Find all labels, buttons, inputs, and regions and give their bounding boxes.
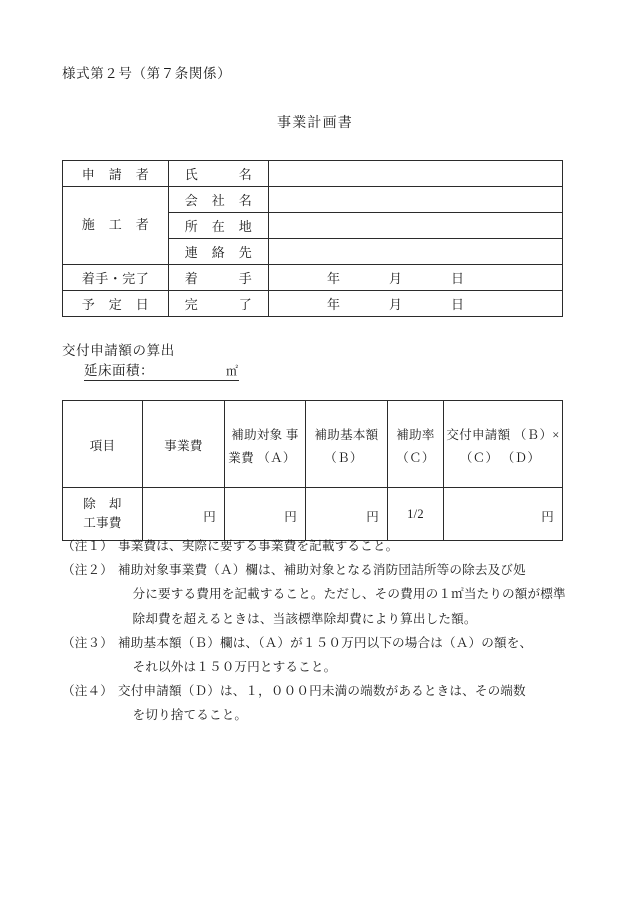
note-tag: （注４） (62, 684, 113, 699)
table-row (63, 488, 563, 541)
col-header-subsidy-base-code: （Ｂ） (324, 450, 363, 465)
note-text (118, 679, 572, 727)
contractor-value-contact[interactable] (269, 239, 563, 265)
note-tag: （注２） (62, 563, 113, 578)
col-header-subsidy-base (306, 401, 388, 488)
contractor-value-address[interactable] (269, 213, 563, 239)
table-row (63, 265, 563, 291)
contractor-value-company[interactable] (269, 187, 563, 213)
col-header-subsidy-rate (388, 401, 444, 488)
cost-row-business-cost[interactable]: 円 (143, 488, 225, 541)
floor-area-field[interactable] (84, 359, 239, 381)
note-tag: （注１） (62, 539, 113, 553)
schedule-field-label-start: 着 手 (169, 265, 269, 291)
col-header-application-amount (444, 401, 563, 488)
contractor-group-label: 施 工 者 (63, 187, 169, 265)
calc-section-heading: 交付申請額の算出 (62, 343, 175, 358)
note-line-1: 事業費は、実際に要する事業費を記載すること。 (118, 539, 399, 553)
date-year-label: 年 (327, 271, 341, 286)
note-tag: （注３） (62, 635, 113, 650)
schedule-group-label-end: 予 定 日 (63, 291, 169, 317)
note-item (62, 558, 572, 631)
note-item (62, 534, 572, 558)
notes-list (62, 534, 572, 727)
floor-area-unit: ㎡ (226, 364, 239, 378)
contractor-field-label-company: 会 社 名 (169, 187, 269, 213)
col-header-application-amount-code: （Ｄ） (501, 450, 541, 465)
note-line-2: を切り捨てること。 (132, 708, 248, 723)
col-header-business-cost-line1: 事業費 (164, 439, 203, 454)
applicant-value-name[interactable] (269, 161, 563, 187)
col-header-subsidy-rate-code: （Ｃ） (396, 450, 435, 465)
applicant-group-label: 申 請 者 (63, 161, 169, 187)
col-header-subsidy-target-line1: 補助対象 (231, 428, 283, 443)
floor-area-label: 延床面積： (84, 363, 154, 378)
note-line-1: 補助基本額（Ｂ）欄は、（Ａ）が１５０万円以下の場合は（Ａ）の額を、 (118, 635, 533, 650)
schedule-value-end[interactable] (269, 291, 563, 317)
note-item (62, 679, 572, 727)
col-header-item-line1: 項目 (89, 439, 116, 454)
col-header-application-amount-line1: 交付申請額 (446, 428, 511, 443)
contractor-field-label-address: 所 在 地 (169, 213, 269, 239)
applicant-table (62, 160, 563, 317)
cost-row-item (63, 488, 143, 541)
schedule-group-label-start: 着手・完了 (63, 265, 169, 291)
table-row (63, 161, 563, 187)
col-header-subsidy-target-line2: 事業費 (228, 428, 299, 465)
contractor-field-label-contact: 連 絡 先 (169, 239, 269, 265)
applicant-field-label-name: 氏 名 (169, 161, 269, 187)
page-title: 事業計画書 (277, 116, 353, 131)
date-month-label: 月 (389, 297, 403, 312)
date-day-label: 日 (451, 297, 465, 312)
col-header-application-amount-formula: （Ｂ）×（Ｃ） (459, 428, 560, 465)
col-header-subsidy-base-line1: 補助基本額 (314, 428, 379, 443)
table-row (63, 187, 563, 213)
note-text (118, 534, 572, 558)
table-header-row (63, 401, 563, 488)
schedule-field-label-end: 完 了 (169, 291, 269, 317)
col-header-business-cost (143, 401, 225, 488)
note-text (118, 631, 572, 679)
note-line-3: 除却費を超えるときは、当該標準除却費により算出した額。 (132, 611, 477, 626)
cost-row-subsidy-rate: 1/2 (388, 488, 444, 541)
cost-row-application-amount[interactable]: 円 (444, 488, 563, 541)
col-header-item (63, 401, 143, 488)
col-header-subsidy-target-code: （Ａ） (257, 450, 296, 465)
note-line-1: 交付申請額（Ｄ）は、１，０００円未満の端数があるときは、その端数 (118, 684, 526, 699)
cost-row-item-line2: 工事費 (83, 516, 122, 530)
date-day-label: 日 (451, 271, 465, 286)
cost-row-item-line1: 除 却 (83, 496, 122, 511)
note-text (118, 558, 572, 631)
schedule-value-start[interactable] (269, 265, 563, 291)
note-line-1: 補助対象事業費（Ａ）欄は、補助対象となる消防団詰所等の除去及び処 (118, 563, 526, 578)
note-line-2: 分に要する費用を記載すること。ただし、その費用の１㎡当たりの額が標準 (132, 587, 566, 602)
col-header-subsidy-rate-line1: 補助率 (396, 428, 435, 443)
note-item (62, 631, 572, 679)
cost-row-subsidy-target-cost[interactable]: 円 (225, 488, 306, 541)
col-header-subsidy-target (225, 401, 306, 488)
note-line-2: それ以外は１５０万円とすること。 (132, 659, 337, 674)
table-row (63, 291, 563, 317)
cost-table (62, 400, 563, 541)
date-year-label: 年 (327, 297, 341, 312)
cost-row-subsidy-base-amount[interactable]: 円 (306, 488, 388, 541)
date-month-label: 月 (389, 271, 403, 286)
form-code: 様式第２号（第７条関係） (62, 66, 232, 81)
